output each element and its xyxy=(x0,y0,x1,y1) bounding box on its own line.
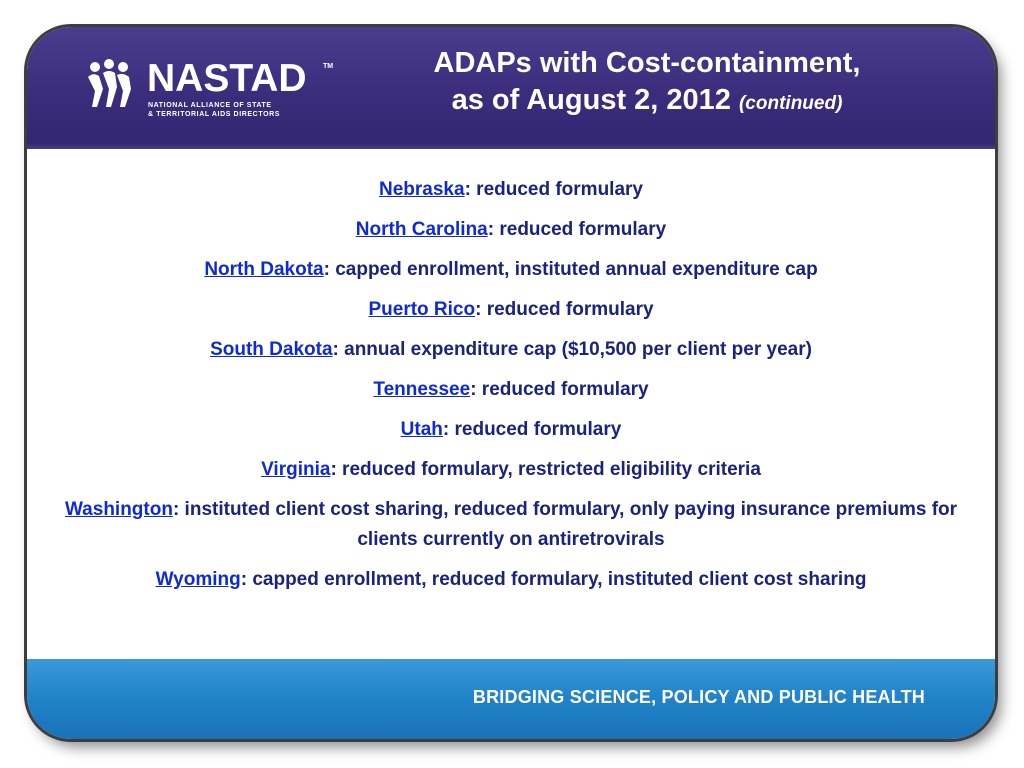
logo-trademark: TM xyxy=(323,63,334,70)
title-line2 xyxy=(327,82,967,122)
state-measures: : annual expenditure cap ($10,500 per client per year) xyxy=(332,339,812,360)
state-measures: : instituted client cost sharing, reduced formulary, only paying insurance premiums for clients currently on antiretrovirals xyxy=(172,499,958,550)
state-measures: : capped enrollment, reduced formulary, instituted client cost sharing xyxy=(240,569,867,590)
entries-list xyxy=(27,175,995,605)
state-name: Utah xyxy=(400,419,443,440)
logo-wordmark: NASTAD xyxy=(147,57,307,100)
state-name: Virginia xyxy=(261,459,331,480)
list-item xyxy=(27,295,995,325)
slide-title xyxy=(327,45,967,122)
list-item xyxy=(27,565,995,595)
state-measures: : reduced formulary xyxy=(442,419,622,440)
state-name: Wyoming xyxy=(155,569,241,590)
logo-subtitle xyxy=(148,101,280,119)
state-measures: : reduced formulary, restricted eligibility criteria xyxy=(330,459,761,480)
state-name: South Dakota xyxy=(210,339,333,360)
state-measures: : reduced formulary xyxy=(475,299,654,320)
list-item xyxy=(27,255,995,285)
state-name: North Carolina xyxy=(355,219,488,240)
nastad-logo xyxy=(85,57,335,127)
state-measures: : reduced formulary xyxy=(487,219,667,240)
state-name: North Dakota xyxy=(204,259,324,280)
list-item xyxy=(27,215,995,245)
logo-subtitle-line2: & TERRITORIAL AIDS DIRECTORS xyxy=(148,111,281,118)
slide-frame xyxy=(27,27,995,739)
footer-band xyxy=(27,659,995,739)
state-name: Tennessee xyxy=(373,379,471,400)
list-item xyxy=(27,375,995,405)
state-measures: : reduced formulary xyxy=(464,179,643,200)
logo-subtitle-line1: NATIONAL ALLIANCE OF STATE xyxy=(148,102,272,109)
list-item xyxy=(27,175,995,205)
people-figures-icon xyxy=(85,59,143,111)
state-name: Washington xyxy=(64,499,173,520)
title-continued: (continued) xyxy=(738,93,843,114)
title-line1: ADAPs with Cost-containment, xyxy=(433,47,861,79)
state-measures: : reduced formulary xyxy=(470,379,649,400)
list-item xyxy=(27,495,995,555)
list-item xyxy=(27,415,995,445)
title-line2-text: as of August 2, 2012 xyxy=(451,84,731,116)
footer-tagline: BRIDGING SCIENCE, POLICY AND PUBLIC HEALTH xyxy=(472,687,925,707)
state-name: Nebraska xyxy=(379,179,465,200)
list-item xyxy=(27,455,995,485)
list-item xyxy=(27,335,995,365)
header-band xyxy=(27,27,995,149)
state-name: Puerto Rico xyxy=(368,299,476,320)
state-measures: : capped enrollment, instituted annual expenditure cap xyxy=(323,259,818,280)
